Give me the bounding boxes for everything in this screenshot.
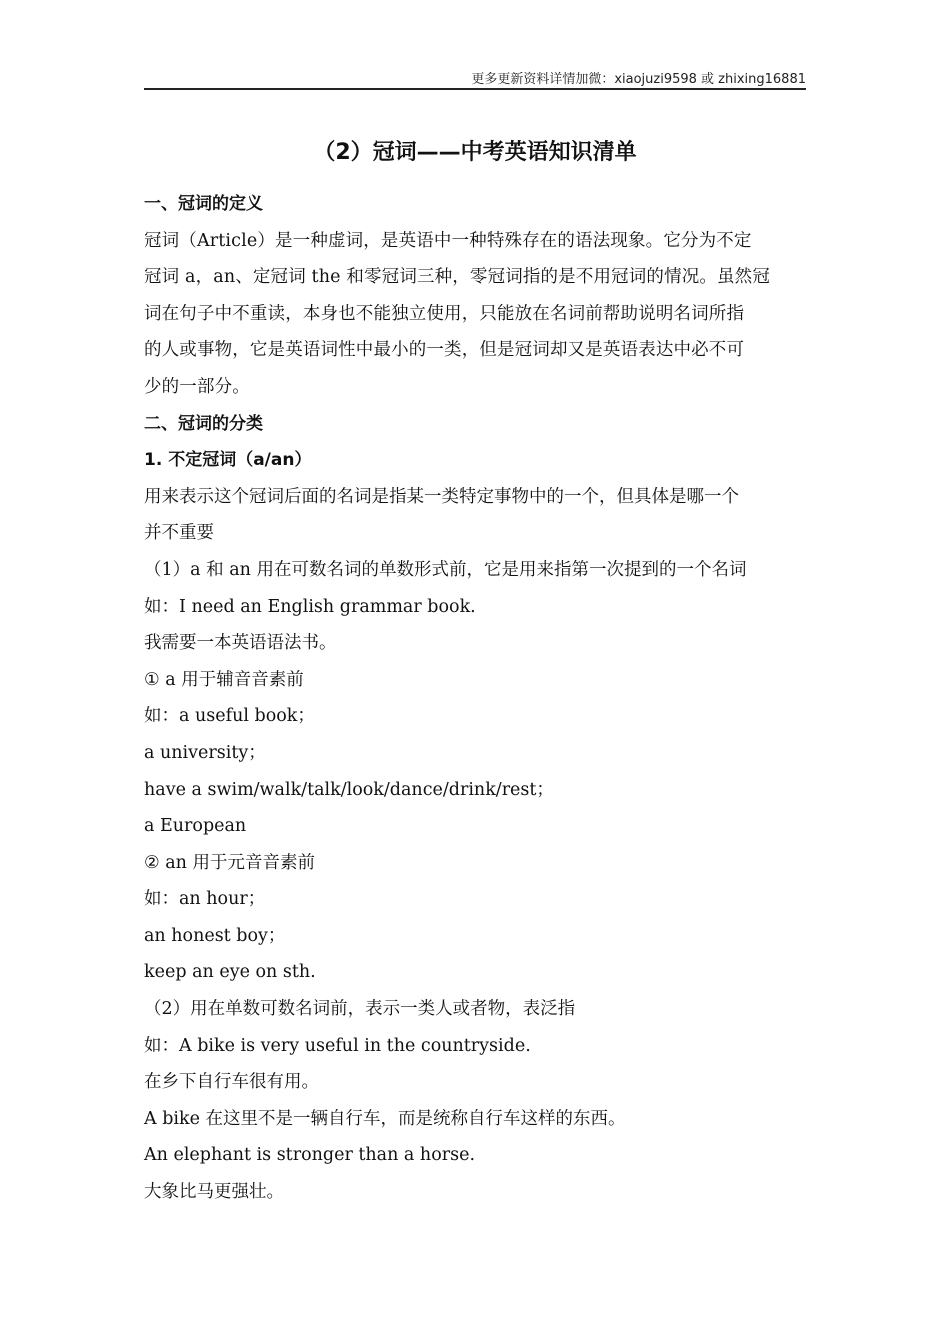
- paragraph-line: 冠词（Article）是一种虚词，是英语中一种特殊存在的语法现象。它分为不定: [144, 230, 752, 251]
- body-line: （2）用在单数可数名词前，表示一类人或者物，表泛指: [144, 999, 576, 1020]
- definition-paragraph: [144, 223, 806, 406]
- paragraph-line: 词在句子中不重读，本身也不能独立使用，只能放在名词前帮助说明名词所指: [144, 303, 745, 324]
- page-header: [144, 68, 806, 90]
- example-line: an honest boy；: [144, 925, 286, 946]
- document-body: [144, 186, 806, 1211]
- translation-line: 大象比马更强壮。: [144, 1182, 284, 1203]
- section-heading-classification: 二、冠词的分类: [144, 413, 263, 434]
- page-title: （2）冠词——中考英语知识清单: [313, 140, 637, 165]
- header-text: 更多更新资料详情加微：xiaojuzi9598 或 zhixing16881: [471, 72, 806, 87]
- example-line: keep an eye on sth.: [144, 962, 316, 983]
- body-line: 用来表示这个冠词后面的名词是指某一类特定事物中的一个，但具体是哪一个: [144, 486, 739, 507]
- example-line: 如：A bike is very useful in the countryside.: [144, 1035, 531, 1056]
- paragraph-line: 冠词 a，an、定冠词 the 和零冠词三种，零冠词指的是不用冠词的情况。虽然冠: [144, 267, 770, 288]
- example-line: a European: [144, 816, 247, 837]
- paragraph-line: 少的一部分。: [144, 376, 250, 397]
- subheading-indefinite-article: 1. 不定冠词（a/an）: [144, 450, 312, 471]
- example-line: An elephant is stronger than a horse.: [144, 1145, 476, 1166]
- body-line: 并不重要: [144, 523, 214, 544]
- example-line: 如：a useful book；: [144, 706, 315, 727]
- body-line: A bike 在这里不是一辆自行车，而是统称自行车这样的东西。: [144, 1108, 626, 1129]
- rule-line: ① a 用于辅音音素前: [144, 669, 304, 690]
- rule-line: ② an 用于元音音素前: [144, 852, 316, 873]
- example-line: 如：I need an English grammar book.: [144, 596, 476, 617]
- translation-line: 我需要一本英语语法书。: [144, 633, 337, 654]
- example-line: 如：an hour；: [144, 889, 266, 910]
- section-heading-definition: 一、冠词的定义: [144, 194, 263, 214]
- body-line: （1）a 和 an 用在可数名词的单数形式前，它是用来指第一次提到的一个名词: [144, 559, 747, 580]
- example-line: have a swim/walk/talk/look/dance/drink/rest；: [144, 779, 554, 800]
- translation-line: 在乡下自行车很有用。: [144, 1072, 319, 1093]
- paragraph-line: 的人或事物，它是英语词性中最小的一类，但是冠词却又是英语表达中必不可: [144, 340, 745, 361]
- example-line: a university；: [144, 742, 266, 763]
